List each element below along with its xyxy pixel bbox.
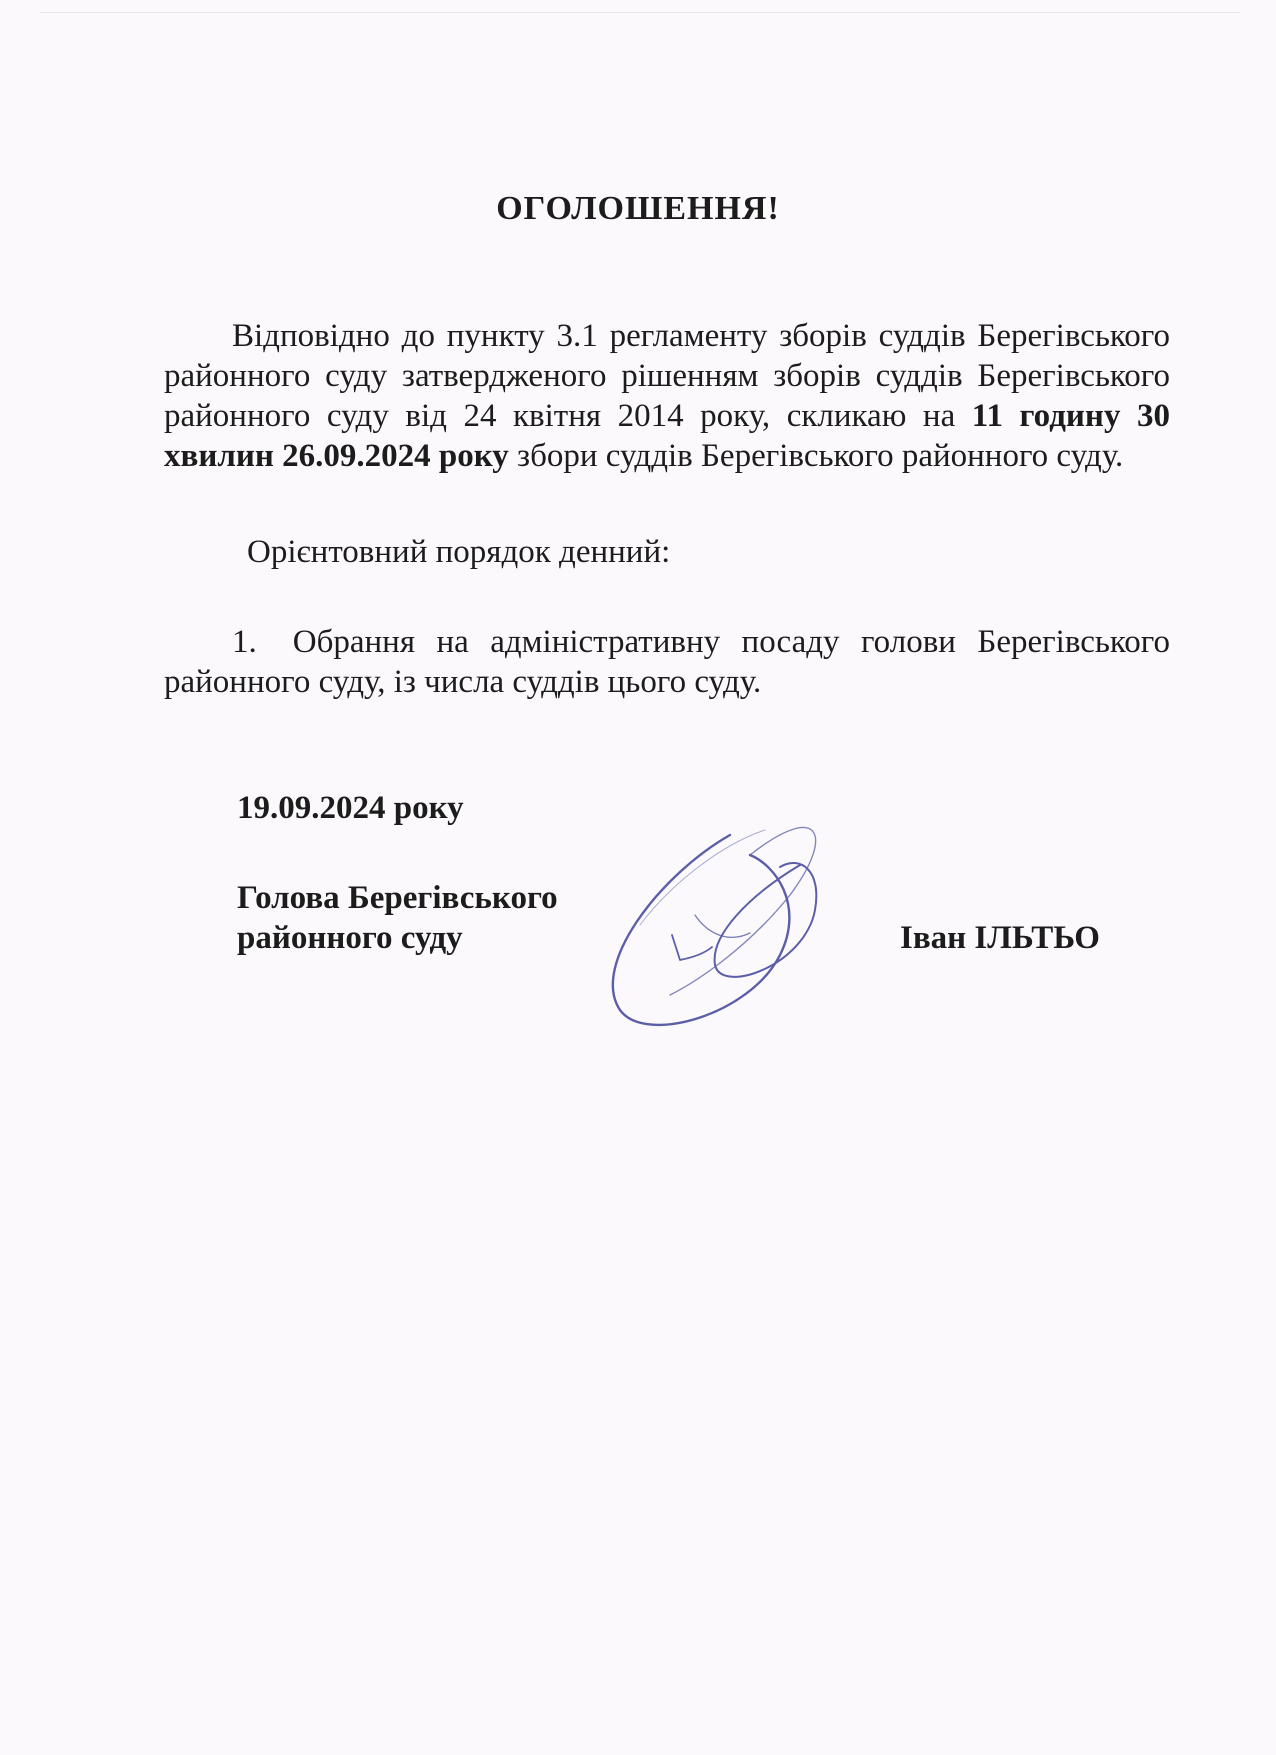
handwritten-signature <box>600 805 910 1035</box>
agenda-item-number: 1. <box>232 624 257 660</box>
signer-position-line1: Голова Берегівського <box>237 880 558 916</box>
document-title: ОГОЛОШЕННЯ! <box>496 190 780 227</box>
signer-position-line2: районного суду <box>237 920 463 956</box>
paragraph-text-part1: Відповідно до пункту 3.1 регламенту зборів суддів Берегівського районного суду затвердженого рішенням зборів суддів Берегівського районного суду від 24 квітня 2014 року, скликаю на <box>164 318 1170 434</box>
agenda-heading: Орієнтовний порядок денний: <box>247 534 671 570</box>
agenda-item-text: Обрання на адміністративну посаду голови Берегівського районного суду, із числа суддів цього суду. <box>164 624 1170 700</box>
paragraph-text-part2: збори суддів Берегівського районного суду. <box>508 438 1124 474</box>
scan-edge-line <box>40 12 1240 13</box>
signer-name: Іван ІЛЬТЬО <box>900 920 1100 956</box>
signer-position <box>237 878 558 958</box>
main-paragraph <box>164 316 1170 476</box>
meeting-time: 11 годину 30 хвилин 26.09.2024 року <box>164 398 1170 474</box>
document-date: 19.09.2024 року <box>237 790 464 826</box>
agenda-item <box>164 622 1170 702</box>
